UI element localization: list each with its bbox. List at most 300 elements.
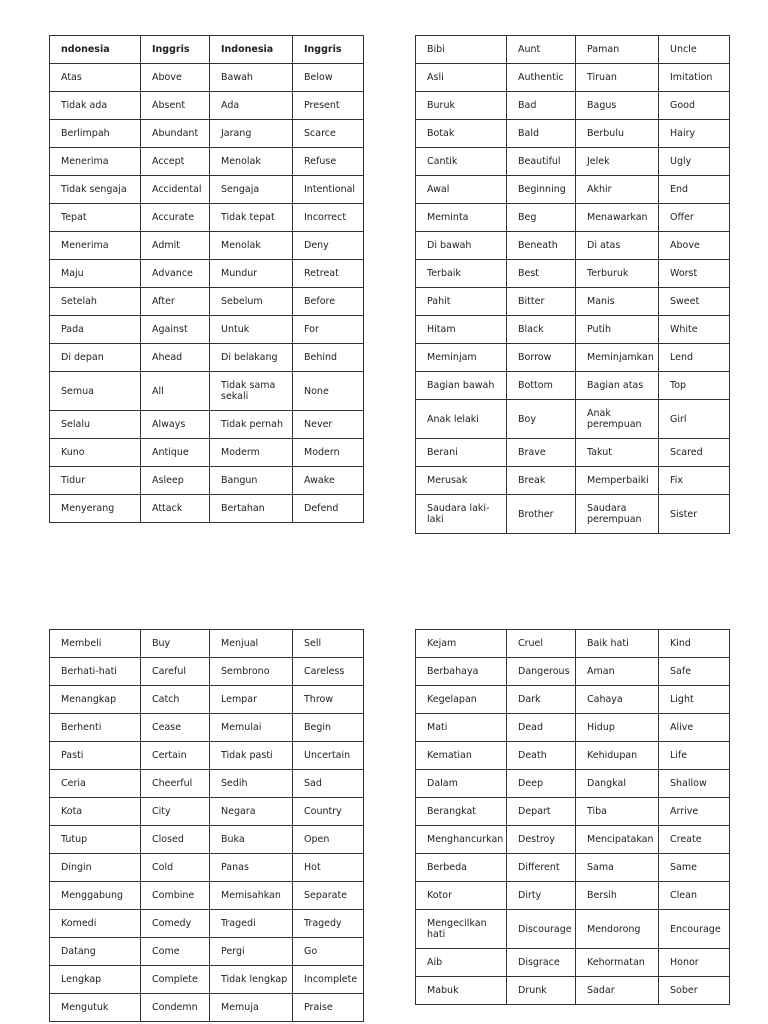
english-word-cell: Open <box>293 826 364 854</box>
table-row <box>50 411 364 439</box>
indonesian-word-cell: Pasti <box>50 742 141 770</box>
english-word-cell: Safe <box>659 658 730 686</box>
indonesian-word-cell: Buka <box>210 826 293 854</box>
english-word-cell: Dead <box>507 714 576 742</box>
table-row <box>416 742 730 770</box>
indonesian-word-cell: Tiba <box>576 798 659 826</box>
indonesian-word-cell: Dalam <box>416 770 507 798</box>
indonesian-word-cell: Lengkap <box>50 966 141 994</box>
english-word-cell: Separate <box>293 882 364 910</box>
english-word-cell: Throw <box>293 686 364 714</box>
english-word-cell: Against <box>141 316 210 344</box>
header-row <box>50 36 364 64</box>
indonesian-word-cell: Hidup <box>576 714 659 742</box>
english-word-cell: Above <box>141 64 210 92</box>
indonesian-word-cell: Menangkap <box>50 686 141 714</box>
english-word-cell: Beg <box>507 204 576 232</box>
english-word-cell: Create <box>659 826 730 854</box>
english-word-cell: Kind <box>659 630 730 658</box>
indonesian-word-cell: Di bawah <box>416 232 507 260</box>
english-word-cell: Worst <box>659 260 730 288</box>
indonesian-word-cell: Buruk <box>416 92 507 120</box>
indonesian-word-cell: Dangkal <box>576 770 659 798</box>
table-row <box>416 288 730 316</box>
english-word-cell: Never <box>293 411 364 439</box>
english-word-cell: Catch <box>141 686 210 714</box>
table-row <box>50 910 364 938</box>
indonesian-word-cell: Meminjam <box>416 344 507 372</box>
indonesian-word-cell: Bersih <box>576 882 659 910</box>
english-word-cell: Behind <box>293 344 364 372</box>
table-row <box>50 630 364 658</box>
english-word-cell: Above <box>659 232 730 260</box>
table-row <box>50 826 364 854</box>
indonesian-word-cell: Berlimpah <box>50 120 141 148</box>
table-row <box>416 686 730 714</box>
english-word-cell: Hot <box>293 854 364 882</box>
indonesian-word-cell: Awal <box>416 176 507 204</box>
english-word-cell: Always <box>141 411 210 439</box>
english-word-cell: White <box>659 316 730 344</box>
english-word-cell: Cease <box>141 714 210 742</box>
english-word-cell: Before <box>293 288 364 316</box>
indonesian-word-cell: Tidak sengaja <box>50 176 141 204</box>
english-word-cell: Defend <box>293 495 364 523</box>
table-row <box>50 439 364 467</box>
english-word-cell: Antique <box>141 439 210 467</box>
table-row <box>50 798 364 826</box>
indonesian-word-cell: Tidak tepat <box>210 204 293 232</box>
indonesian-word-cell: Tidak sama sekali <box>210 372 293 411</box>
indonesian-word-cell: Ada <box>210 92 293 120</box>
english-word-cell: None <box>293 372 364 411</box>
table-row <box>416 910 730 949</box>
indonesian-word-cell: Berbeda <box>416 854 507 882</box>
english-word-cell: Beautiful <box>507 148 576 176</box>
table-row <box>416 148 730 176</box>
table-row <box>50 770 364 798</box>
table-row <box>416 714 730 742</box>
english-word-cell: Uncle <box>659 36 730 64</box>
indonesian-word-cell: Menerima <box>50 232 141 260</box>
english-word-cell: Advance <box>141 260 210 288</box>
indonesian-word-cell: Hitam <box>416 316 507 344</box>
indonesian-word-cell: Jarang <box>210 120 293 148</box>
indonesian-word-cell: Bertahan <box>210 495 293 523</box>
indonesian-word-cell: Sembrono <box>210 658 293 686</box>
english-word-cell: Asleep <box>141 467 210 495</box>
english-word-cell: Brother <box>507 495 576 534</box>
english-word-cell: Arrive <box>659 798 730 826</box>
english-word-cell: Girl <box>659 400 730 439</box>
indonesian-word-cell: Bagus <box>576 92 659 120</box>
indonesian-word-cell: Meminjamkan <box>576 344 659 372</box>
indonesian-word-cell: Asli <box>416 64 507 92</box>
english-word-cell: Life <box>659 742 730 770</box>
table-row <box>416 176 730 204</box>
english-word-cell: Shallow <box>659 770 730 798</box>
table-row <box>50 92 364 120</box>
english-word-cell: Scarce <box>293 120 364 148</box>
table-row <box>50 372 364 411</box>
english-word-cell: Inggris <box>293 36 364 64</box>
indonesian-word-cell: Ceria <box>50 770 141 798</box>
english-word-cell: Disgrace <box>507 949 576 977</box>
table-row <box>50 686 364 714</box>
indonesian-word-cell: Bagian atas <box>576 372 659 400</box>
english-word-cell: Fix <box>659 467 730 495</box>
table-row <box>50 467 364 495</box>
table-row <box>416 400 730 439</box>
indonesian-word-cell: Akhir <box>576 176 659 204</box>
english-word-cell: Abundant <box>141 120 210 148</box>
english-word-cell: Absent <box>141 92 210 120</box>
english-word-cell: Ahead <box>141 344 210 372</box>
indonesian-word-cell: Mati <box>416 714 507 742</box>
indonesian-word-cell: Menawarkan <box>576 204 659 232</box>
table-row <box>416 439 730 467</box>
indonesian-word-cell: Pada <box>50 316 141 344</box>
english-word-cell: Tragedy <box>293 910 364 938</box>
indonesian-word-cell: Manis <box>576 288 659 316</box>
english-word-cell: Sober <box>659 977 730 1005</box>
indonesian-word-cell: Saudara perempuan <box>576 495 659 534</box>
table-row <box>416 826 730 854</box>
table-row <box>416 204 730 232</box>
indonesian-word-cell: Menghancurkan <box>416 826 507 854</box>
indonesian-word-cell: Pergi <box>210 938 293 966</box>
table-row <box>50 204 364 232</box>
indonesian-word-cell: Kehormatan <box>576 949 659 977</box>
table-row <box>50 232 364 260</box>
indonesian-word-cell: Sama <box>576 854 659 882</box>
english-word-cell: Careful <box>141 658 210 686</box>
indonesian-word-cell: Menolak <box>210 148 293 176</box>
english-word-cell: Sister <box>659 495 730 534</box>
table-row <box>50 742 364 770</box>
indonesian-word-cell: Mendorong <box>576 910 659 949</box>
indonesian-word-cell: Tiruan <box>576 64 659 92</box>
indonesian-word-cell: Bawah <box>210 64 293 92</box>
english-word-cell: Beginning <box>507 176 576 204</box>
indonesian-word-cell: Berhenti <box>50 714 141 742</box>
english-word-cell: Accept <box>141 148 210 176</box>
english-word-cell: Attack <box>141 495 210 523</box>
english-word-cell: Borrow <box>507 344 576 372</box>
english-word-cell: Brave <box>507 439 576 467</box>
indonesian-word-cell: Saudara laki-laki <box>416 495 507 534</box>
table-row <box>416 882 730 910</box>
indonesian-word-cell: Di atas <box>576 232 659 260</box>
english-word-cell: Go <box>293 938 364 966</box>
table-row <box>416 658 730 686</box>
table-row <box>416 344 730 372</box>
english-word-cell: Good <box>659 92 730 120</box>
english-word-cell: Modern <box>293 439 364 467</box>
english-word-cell: Come <box>141 938 210 966</box>
table-body <box>50 630 364 1022</box>
table-row <box>416 260 730 288</box>
table-row <box>416 120 730 148</box>
indonesian-word-cell: Panas <box>210 854 293 882</box>
table-row <box>50 854 364 882</box>
english-word-cell: Intentional <box>293 176 364 204</box>
indonesian-word-cell: Menjual <box>210 630 293 658</box>
vocab-table-4 <box>415 629 730 1005</box>
table-row <box>416 798 730 826</box>
indonesian-word-cell: Pahit <box>416 288 507 316</box>
table-row <box>50 938 364 966</box>
table-row <box>50 882 364 910</box>
indonesian-word-cell: Sedih <box>210 770 293 798</box>
english-word-cell: Offer <box>659 204 730 232</box>
indonesian-word-cell: Aib <box>416 949 507 977</box>
table-row <box>416 854 730 882</box>
indonesian-word-cell: Bibi <box>416 36 507 64</box>
english-word-cell: Encourage <box>659 910 730 949</box>
english-word-cell: Present <box>293 92 364 120</box>
indonesian-word-cell: Sadar <box>576 977 659 1005</box>
table-row <box>50 344 364 372</box>
english-word-cell: Admit <box>141 232 210 260</box>
english-word-cell: Begin <box>293 714 364 742</box>
table-row <box>50 260 364 288</box>
english-word-cell: Drunk <box>507 977 576 1005</box>
indonesian-word-cell: Di depan <box>50 344 141 372</box>
english-word-cell: Awake <box>293 467 364 495</box>
english-word-cell: Accurate <box>141 204 210 232</box>
indonesian-word-cell: Terburuk <box>576 260 659 288</box>
english-word-cell: Aunt <box>507 36 576 64</box>
table-row <box>416 36 730 64</box>
english-word-cell: Dirty <box>507 882 576 910</box>
indonesian-word-cell: Memperbaiki <box>576 467 659 495</box>
table-row <box>50 176 364 204</box>
indonesian-word-cell: Kotor <box>416 882 507 910</box>
english-word-cell: Closed <box>141 826 210 854</box>
english-word-cell: Buy <box>141 630 210 658</box>
table-row <box>50 64 364 92</box>
indonesian-word-cell: Dingin <box>50 854 141 882</box>
indonesian-word-cell: Datang <box>50 938 141 966</box>
indonesian-word-cell: Menolak <box>210 232 293 260</box>
indonesian-word-cell: Anak perempuan <box>576 400 659 439</box>
indonesian-word-cell: Mengecilkan hati <box>416 910 507 949</box>
english-word-cell: For <box>293 316 364 344</box>
indonesian-word-cell: Untuk <box>210 316 293 344</box>
indonesian-word-cell: Tidak lengkap <box>210 966 293 994</box>
table-row <box>416 949 730 977</box>
english-word-cell: Bad <box>507 92 576 120</box>
table-row <box>50 658 364 686</box>
english-word-cell: Same <box>659 854 730 882</box>
table-row <box>416 467 730 495</box>
table-row <box>50 994 364 1022</box>
english-word-cell: Honor <box>659 949 730 977</box>
indonesian-word-cell: Cantik <box>416 148 507 176</box>
indonesian-word-cell: Kehidupan <box>576 742 659 770</box>
indonesian-word-cell: Setelah <box>50 288 141 316</box>
table-row <box>50 495 364 523</box>
table-row <box>416 495 730 534</box>
table-row <box>50 966 364 994</box>
table-body <box>416 630 730 1005</box>
indonesian-word-cell: Tutup <box>50 826 141 854</box>
english-word-cell: Black <box>507 316 576 344</box>
english-word-cell: Hairy <box>659 120 730 148</box>
table-row <box>416 770 730 798</box>
english-word-cell: Retreat <box>293 260 364 288</box>
english-word-cell: Death <box>507 742 576 770</box>
table-body <box>416 36 730 534</box>
english-word-cell: Break <box>507 467 576 495</box>
english-word-cell: Accidental <box>141 176 210 204</box>
indonesian-word-cell: Negara <box>210 798 293 826</box>
english-word-cell: Discourage <box>507 910 576 949</box>
english-word-cell: Dangerous <box>507 658 576 686</box>
indonesian-word-cell: Putih <box>576 316 659 344</box>
vocab-table-1 <box>49 35 364 523</box>
indonesian-word-cell: Aman <box>576 658 659 686</box>
indonesian-word-cell: Moderm <box>210 439 293 467</box>
english-word-cell: Best <box>507 260 576 288</box>
english-word-cell: Uncertain <box>293 742 364 770</box>
english-word-cell: After <box>141 288 210 316</box>
english-word-cell: Alive <box>659 714 730 742</box>
indonesian-word-cell: Botak <box>416 120 507 148</box>
table-row <box>416 92 730 120</box>
table-row <box>416 232 730 260</box>
table-row <box>50 288 364 316</box>
indonesian-word-cell: Kuno <box>50 439 141 467</box>
indonesian-word-cell: Meminta <box>416 204 507 232</box>
english-word-cell: Dark <box>507 686 576 714</box>
table-row <box>416 64 730 92</box>
english-word-cell: Boy <box>507 400 576 439</box>
indonesian-word-cell: Selalu <box>50 411 141 439</box>
english-word-cell: Cheerful <box>141 770 210 798</box>
english-word-cell: Deep <box>507 770 576 798</box>
vocab-table-3 <box>49 629 364 1022</box>
indonesian-word-cell: Mabuk <box>416 977 507 1005</box>
indonesian-word-cell: Memulai <box>210 714 293 742</box>
indonesian-word-cell: Cahaya <box>576 686 659 714</box>
english-word-cell: Comedy <box>141 910 210 938</box>
table-row <box>50 714 364 742</box>
indonesian-word-cell: Menggabung <box>50 882 141 910</box>
english-word-cell: Sell <box>293 630 364 658</box>
indonesian-word-cell: Tragedi <box>210 910 293 938</box>
indonesian-word-cell: Menerima <box>50 148 141 176</box>
indonesian-word-cell: Sebelum <box>210 288 293 316</box>
indonesian-word-cell: Komedi <box>50 910 141 938</box>
english-word-cell: City <box>141 798 210 826</box>
english-word-cell: Refuse <box>293 148 364 176</box>
english-word-cell: Sad <box>293 770 364 798</box>
indonesian-word-cell: Memuja <box>210 994 293 1022</box>
indonesian-word-cell: Bagian bawah <box>416 372 507 400</box>
indonesian-word-cell: Takut <box>576 439 659 467</box>
english-word-cell: Certain <box>141 742 210 770</box>
indonesian-word-cell: Terbaik <box>416 260 507 288</box>
indonesian-word-cell: Kematian <box>416 742 507 770</box>
english-word-cell: Bottom <box>507 372 576 400</box>
indonesian-word-cell: Berbahaya <box>416 658 507 686</box>
indonesian-word-cell: Di belakang <box>210 344 293 372</box>
indonesian-word-cell: Mencipatakan <box>576 826 659 854</box>
english-word-cell: Different <box>507 854 576 882</box>
indonesian-word-cell: Memisahkan <box>210 882 293 910</box>
english-word-cell: Cruel <box>507 630 576 658</box>
english-word-cell: Authentic <box>507 64 576 92</box>
indonesian-word-cell: Berangkat <box>416 798 507 826</box>
indonesian-word-cell: Kegelapan <box>416 686 507 714</box>
english-word-cell: Lend <box>659 344 730 372</box>
english-word-cell: Praise <box>293 994 364 1022</box>
vocab-table-2 <box>415 35 730 534</box>
table-row <box>50 316 364 344</box>
indonesian-word-cell: Tidur <box>50 467 141 495</box>
indonesian-word-cell: Jelek <box>576 148 659 176</box>
indonesian-word-cell: Maju <box>50 260 141 288</box>
indonesian-word-cell: Tidak pasti <box>210 742 293 770</box>
english-word-cell: Condemn <box>141 994 210 1022</box>
indonesian-word-cell: Tidak pernah <box>210 411 293 439</box>
english-word-cell: Incomplete <box>293 966 364 994</box>
indonesian-word-cell: Tepat <box>50 204 141 232</box>
english-word-cell: Cold <box>141 854 210 882</box>
indonesian-word-cell: Tidak ada <box>50 92 141 120</box>
english-word-cell: Careless <box>293 658 364 686</box>
english-word-cell: Deny <box>293 232 364 260</box>
english-word-cell: Bald <box>507 120 576 148</box>
indonesian-word-cell: Menyerang <box>50 495 141 523</box>
table-row <box>50 148 364 176</box>
indonesian-word-cell: Berbulu <box>576 120 659 148</box>
english-word-cell: Imitation <box>659 64 730 92</box>
table-row <box>416 372 730 400</box>
table-row <box>416 630 730 658</box>
english-word-cell: Bitter <box>507 288 576 316</box>
english-word-cell: End <box>659 176 730 204</box>
english-word-cell: Light <box>659 686 730 714</box>
english-word-cell: Destroy <box>507 826 576 854</box>
indonesian-word-cell: Anak lelaki <box>416 400 507 439</box>
english-word-cell: Incorrect <box>293 204 364 232</box>
indonesian-word-cell: Merusak <box>416 467 507 495</box>
indonesian-word-cell: Lempar <box>210 686 293 714</box>
indonesian-word-cell: Semua <box>50 372 141 411</box>
english-word-cell: Depart <box>507 798 576 826</box>
indonesian-word-cell: Mundur <box>210 260 293 288</box>
indonesian-word-cell: ndonesia <box>50 36 141 64</box>
english-word-cell: Scared <box>659 439 730 467</box>
indonesian-word-cell: Membeli <box>50 630 141 658</box>
table-row <box>50 120 364 148</box>
indonesian-word-cell: Sengaja <box>210 176 293 204</box>
indonesian-word-cell: Kota <box>50 798 141 826</box>
english-word-cell: Sweet <box>659 288 730 316</box>
english-word-cell: Ugly <box>659 148 730 176</box>
table-row <box>416 977 730 1005</box>
indonesian-word-cell: Indonesia <box>210 36 293 64</box>
indonesian-word-cell: Paman <box>576 36 659 64</box>
english-word-cell: Clean <box>659 882 730 910</box>
english-word-cell: Inggris <box>141 36 210 64</box>
indonesian-word-cell: Baik hati <box>576 630 659 658</box>
english-word-cell: Beneath <box>507 232 576 260</box>
table-row <box>416 316 730 344</box>
